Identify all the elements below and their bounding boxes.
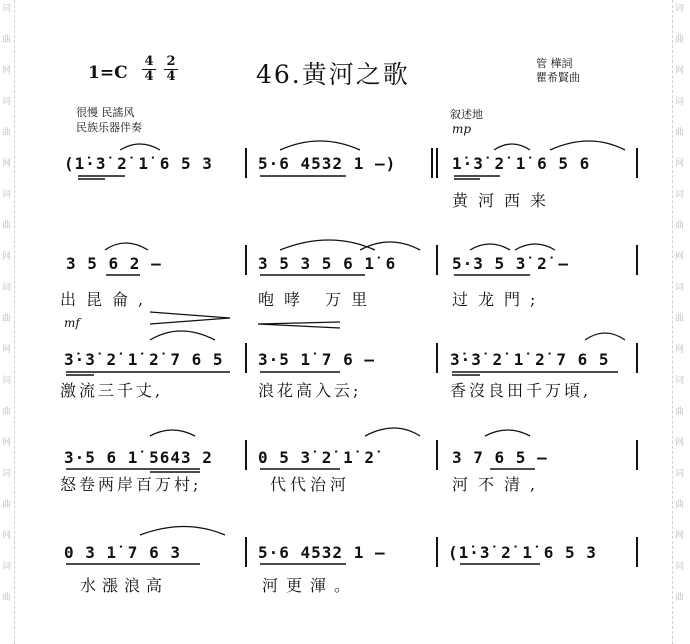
watermark-glyph: 网 xyxy=(2,159,12,169)
lyric-line: 浪花高入云; xyxy=(258,381,362,400)
watermark-glyph: 曲 xyxy=(2,314,12,324)
key-signature: 1=C xyxy=(88,63,128,83)
lyric-line: 黄河西来 xyxy=(452,191,557,210)
watermark-glyph: 词 xyxy=(675,97,685,107)
time-signature-b: 2 4 xyxy=(164,56,178,83)
measure-13: 0 3 1̇ 7 6 3 xyxy=(64,543,181,562)
watermark-glyph: 曲 xyxy=(2,593,12,603)
watermark-glyph: 词 xyxy=(675,190,685,200)
watermark-glyph: 网 xyxy=(675,345,685,355)
watermark-glyph: 曲 xyxy=(675,407,685,417)
watermark-glyph: 词 xyxy=(675,469,685,479)
watermark-glyph: 词 xyxy=(2,562,12,572)
lyric-line: 激流三千丈, xyxy=(60,381,164,400)
tempo-marking: 很慢 民謠风 xyxy=(76,106,135,119)
measure-7: 3̇·3̇ 2̇ 1̇ 2̇ 7 6 5 xyxy=(64,350,224,369)
watermark-glyph: 词 xyxy=(2,283,12,293)
lyric-line: 代代治河 xyxy=(270,475,351,494)
song-title: 46.黄河之歌 xyxy=(256,60,410,89)
measure-5: 3 5 3 5 6 1̇ 6 xyxy=(258,254,397,273)
watermark-glyph: 曲 xyxy=(675,593,685,603)
watermark-glyph: 曲 xyxy=(2,221,12,231)
watermark-glyph: 词 xyxy=(2,469,12,479)
watermark-glyph: 网 xyxy=(675,252,685,262)
composer-credit: 瞿希賢曲 xyxy=(536,71,580,84)
watermark-glyph: 曲 xyxy=(675,35,685,45)
lyric-line: 出昆侖, xyxy=(60,290,154,309)
watermark-glyph: 网 xyxy=(2,66,12,76)
measure-8: 3·5 1̇ 7 6 – xyxy=(258,350,375,369)
watermark-glyph: 网 xyxy=(2,531,12,541)
watermark-glyph: 网 xyxy=(2,345,12,355)
watermark-glyph: 曲 xyxy=(675,314,685,324)
lyric-line: 咆哮 万里 xyxy=(258,290,378,309)
lyric-line: 河更渾。 xyxy=(262,576,359,595)
lyric-line: 香沒良田千万頃, xyxy=(450,381,592,400)
watermark-glyph: 词 xyxy=(675,283,685,293)
watermark-glyph: 词 xyxy=(675,4,685,14)
watermark-glyph: 网 xyxy=(675,66,685,76)
watermark-glyph: 网 xyxy=(675,531,685,541)
measure-1: (1̇·3̇ 2̇ 1̇ 6 5 3 xyxy=(64,154,213,173)
watermark-glyph: 词 xyxy=(675,562,685,572)
watermark-glyph: 曲 xyxy=(2,407,12,417)
dynamic-mp: mp xyxy=(452,122,472,136)
watermark-glyph: 词 xyxy=(2,4,12,14)
measure-4: 3 5 6 2 – xyxy=(66,254,162,273)
watermark-glyph: 曲 xyxy=(675,221,685,231)
measure-12: 3 7 6 5 – xyxy=(452,448,548,467)
measure-15: (1̇·3̇ 2̇ 1̇ 6 5 3 xyxy=(448,543,597,562)
time-signature-a: 4 4 xyxy=(142,56,156,83)
watermark-glyph: 曲 xyxy=(2,35,12,45)
watermark-glyph: 词 xyxy=(675,376,685,386)
watermark-glyph: 网 xyxy=(675,159,685,169)
watermark-glyph: 曲 xyxy=(675,128,685,138)
measure-9: 3̇·3̇ 2̇ 1̇ 2̇ 7 6 5 xyxy=(450,350,610,369)
measure-14: 5·6 4532 1 – xyxy=(258,543,386,562)
watermark-glyph: 词 xyxy=(2,97,12,107)
measure-10: 3·5 6 1̇ 5643 2 xyxy=(64,448,213,467)
lyric-line: 过龙門; xyxy=(452,290,546,309)
watermark-glyph: 曲 xyxy=(2,500,12,510)
lyric-line: 河不清, xyxy=(452,475,546,494)
measure-6: 5·3 5 3̇ 2̇ – xyxy=(452,254,569,273)
watermark-glyph: 词 xyxy=(2,376,12,386)
measure-11: 0 5 3̇ 2̇ 1̇ 2̇ xyxy=(258,448,375,467)
watermark-glyph: 曲 xyxy=(2,128,12,138)
lyric-line: 水漲浪高 xyxy=(80,576,169,595)
lyricist-credit: 管 樺詞 xyxy=(536,57,573,70)
watermark-glyph: 词 xyxy=(2,190,12,200)
watermark-glyph: 曲 xyxy=(675,500,685,510)
dynamic-mf: mf xyxy=(64,316,80,330)
accompaniment-note: 民族乐器伴奏 xyxy=(76,121,142,134)
measure-3: 1̇·3̇ 2̇ 1̇ 6 5 6 xyxy=(452,154,591,173)
watermark-glyph: 网 xyxy=(2,438,12,448)
watermark-glyph: 网 xyxy=(675,438,685,448)
lyric-line: 怒卷两岸百万村; xyxy=(60,475,202,494)
measure-2: 5·6 4532 1 –) xyxy=(258,154,397,173)
watermark-glyph: 网 xyxy=(2,252,12,262)
expression-marking: 叙述地 xyxy=(450,108,483,121)
